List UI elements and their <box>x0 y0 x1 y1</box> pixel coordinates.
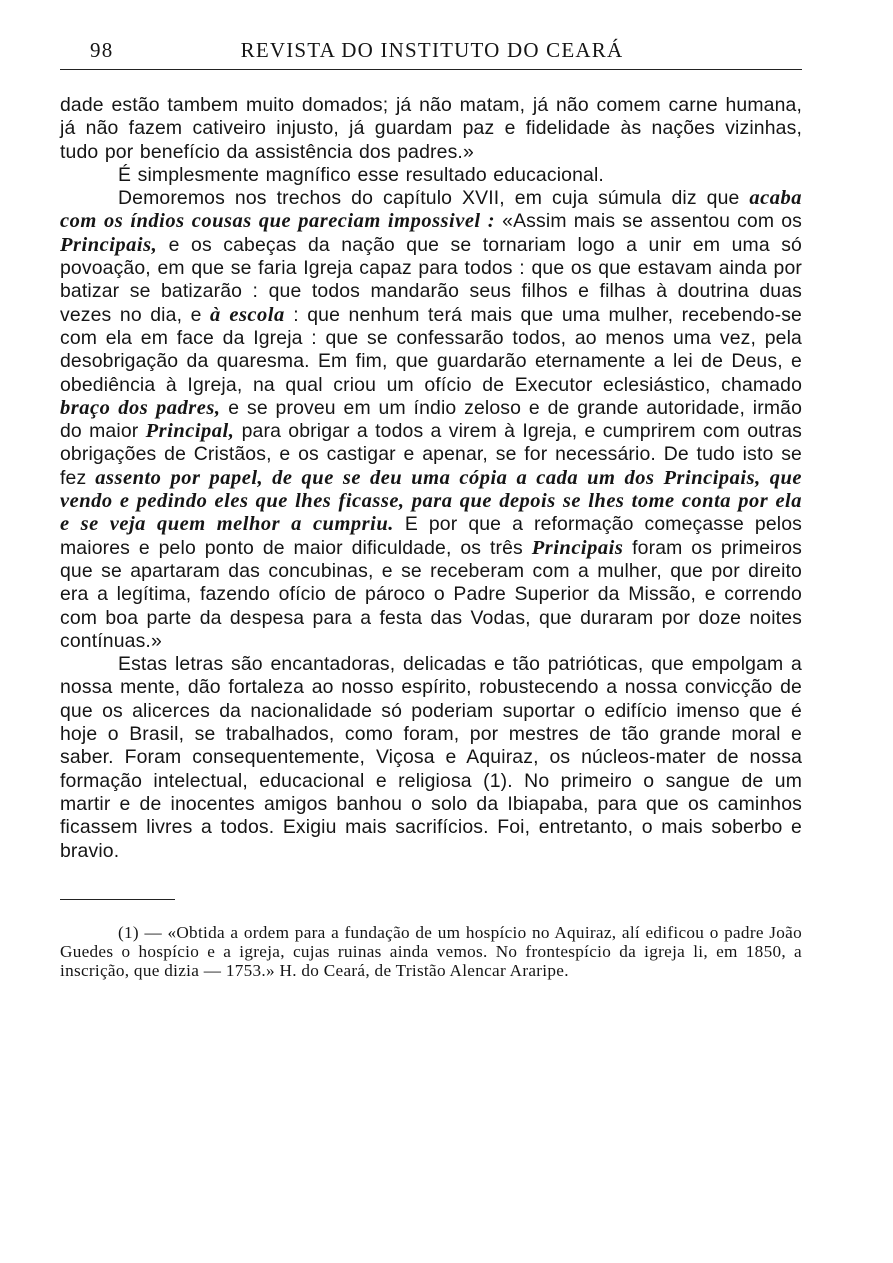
text-run: Estas letras são encantadoras, delicadas e tão patrióticas, que empolgam a nossa mente, dão fortaleza ao nosso espírito, robustecendo a nossa convicção de que os alicerces da nacionalidade só poderiam suportar o edifício imenso que é hoje o Brasil, se trabalhados, como foram, por mestres de tão grande moral e saber. Foram consequentemente, Viçosa e Aquiraz, os núcleos-mater de nossa formação intelectual, educacional e religiosa (1). No primeiro o sangue de um martir e de inocentes amigos banhou o solo da Ibiapaba, para que os caminhos ficassem livres a todos. Exigiu mais sacrifícios. Foi, entretanto, o mais soberbo e bravio. <box>60 653 802 862</box>
italic-emphasis: Principal, <box>145 420 235 443</box>
italic-emphasis: Principais <box>531 536 624 559</box>
text-run: «Assim mais se assentou com os <box>495 210 803 233</box>
italic-emphasis: braço dos padres, <box>60 396 221 419</box>
text-run: E por que a reformação começasse pelos maiores e pelo ponto de maior dificuldade, os três <box>60 513 803 559</box>
body-paragraph <box>60 94 802 164</box>
italic-emphasis: Principais, <box>60 233 158 256</box>
body-paragraph <box>60 164 802 187</box>
text-run: e se proveu em um índio zeloso e de grande autoridade, irmão do maior <box>60 396 802 443</box>
text-run: Demoremos nos trechos do capítulo XVII, em cuja súmula diz que <box>118 187 750 210</box>
body-paragraph <box>60 653 802 863</box>
footnote-separator <box>60 899 175 900</box>
footnote: (1) — «Obtida a ordem para a fundação de um hospício no Aquiraz, alí edificou o padre João Guedes o hospício e a igreja, cujas ruinas ainda vemos. No frontespício da igreja li, em 1850, a inscrição, que dizia — 1753.» H. do Ceará, de Tristão Alencar Araripe. <box>60 922 802 980</box>
body-text <box>60 94 802 863</box>
italic-emphasis: à escola <box>210 303 285 326</box>
text-run: para obrigar a todos a virem à Igreja, e cumprirem com outras obrigações de Cristãos, e os castigar e apenar, se for necessário. De tudo isto se fez <box>60 420 803 489</box>
text-run: dade estão tambem muito domados; já não matam, já não comem carne humana, já não fazem cativeiro injusto, já guardam paz e fidelidade às nações vizinhas, tudo por benefício da assistência dos padres.» <box>60 94 802 163</box>
italic-emphasis: assento por papel, de que se deu uma cópia a cada um dos Principais, que vendo e pedindo eles que lhes ficasse, para que depois se lhes tome conta por ela e se veja quem melhor a cumpriu. <box>60 466 802 536</box>
text-run: : que nenhum terá mais que uma mulher, recebendo-se com ela em face da Igreja : que se confessarão todos, ao menos uma vez, pela desobrigação da quaresma. Em fim, que guardarão eternamente a lei de Deus, e obediência à Igreja, na qual criou um ofício de Executor eclesiástico, chamado <box>60 303 802 396</box>
text-run: e os cabeças da nação que se tornariam logo a unir em uma só povoação, em que se faria Igreja capaz para todos : que os que estavam ainda por batizar se batizarão : que todos mandarão seus filhos e filhas à doutrina duas vezes no dia, e <box>60 233 802 326</box>
running-title: REVISTA DO INSTITUTO DO CEARÁ <box>240 38 624 62</box>
text-run: foram os primeiros que se apartaram das concubinas, e se receberam com a mulher, que por direito era a legítima, fazendo ofício de pároco o Padre Superior da Missão, e correndo com boa parte da despesa para a festa das Vodas, que duraram por doze noites contínuas.» <box>60 536 802 652</box>
text-run: É simplesmente magnífico esse resultado educacional. <box>118 163 604 186</box>
page-number: 98 <box>90 38 114 62</box>
page-header <box>60 38 802 70</box>
book-page <box>60 38 802 997</box>
italic-emphasis: acaba com os índios cousas que pareciam impossivel : <box>60 187 802 233</box>
body-paragraph <box>60 187 802 653</box>
